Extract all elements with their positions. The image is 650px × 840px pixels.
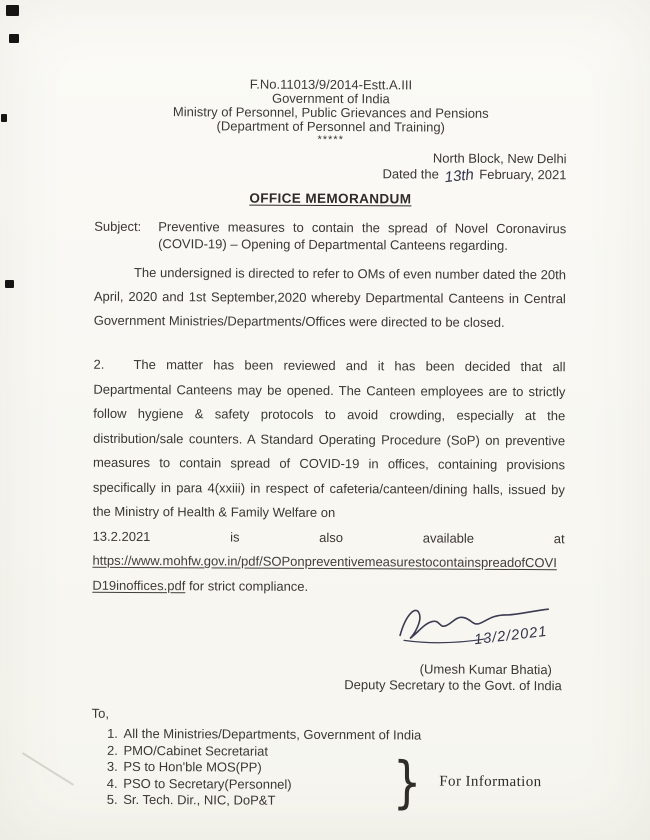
scan-streak [22, 752, 74, 785]
subject-label: Subject: [94, 218, 142, 235]
subject-block [94, 218, 566, 254]
handwritten-signature-date: 13/2/2021 [473, 623, 549, 649]
scan-artifact [9, 34, 19, 43]
date-line [94, 165, 567, 187]
recipient-item: 2. PMO/Cabinet Secretariat [121, 742, 563, 761]
link-suffix: for strict compliance. [188, 577, 309, 594]
document-title: OFFICE MEMORANDUM [249, 190, 412, 207]
handwritten-day: 13th [443, 166, 475, 187]
recipient-list [91, 725, 563, 816]
department-line: (Department of Personnel and Training) [216, 118, 445, 135]
place-line: North Block, New Delhi [432, 150, 567, 167]
paragraph-2-number: 2. [93, 356, 105, 372]
scan-artifact [1, 114, 7, 122]
link-line [92, 549, 564, 600]
file-number: F.No.11013/9/2014-Estt.A.III [249, 76, 413, 93]
date-prefix: Dated the [382, 166, 439, 182]
document-link[interactable]: https://www.mohfw.gov.in/pdf/SOPonpreventivemeasurestocontainspreadofCOVID19inoffices.pdf [92, 552, 557, 593]
subject-text: Preventive measures to contain the spread of Novel Coronavirus (COVID-19) – Opening of Departmental Canteens regarding. [158, 219, 567, 253]
scan-artifact [6, 5, 19, 16]
date-suffix: February, 2021 [479, 166, 567, 183]
recipient-item: 3. PS to Hon'ble MOS(PP) [121, 759, 563, 778]
letterhead [95, 77, 567, 147]
for-information-note: For Information [439, 773, 542, 791]
recipient-item: 1. All the Ministries/Departments, Government of India [122, 726, 564, 745]
document-content [91, 76, 567, 816]
paragraph-1: The undersigned is directed to refer to OMs of even number dated the 20th April, 2020 and 1st September,2020 whereby Departmental Canteens in Central Government Ministries/Departments/Offices were directed to be closed. [93, 264, 567, 330]
brace-icon: } [392, 750, 422, 816]
recipient-item: 5. Sr. Tech. Dir., NIC, DoP&T [121, 792, 563, 811]
star-separator: ***** [317, 133, 344, 147]
paragraph-2-stretch-line: 13.2.2021 is also available at [92, 528, 565, 546]
govt-line: Government of India [271, 90, 390, 107]
recipient-section [91, 725, 563, 816]
recipient-item: 4. PSO to Secretary(Personnel) [121, 775, 563, 794]
signature-area [92, 600, 564, 662]
signatory-name: (Umesh Kumar Bhatia) [419, 661, 552, 678]
paragraph-2 [93, 353, 566, 527]
dateline [94, 149, 567, 187]
ministry-line: Ministry of Personnel, Public Grievances and Pensions [172, 104, 489, 121]
paragraph-2-body: The matter has been reviewed and it has been decided that all Departmental Canteens may be opened. The Canteen employees are to strictly follow hygiene & safety protocols to avoid crowding, especially at the distribution/sale counters. A Standard Operating Procedure (SoP) on preventive measures to contain spread of COVID-19 in offices, containing provisions specifically in para 4(xxiii) in respect of cafeteria/canteen/dining halls, issued by the Ministry of Health & Family Welfare on [92, 356, 566, 521]
scan-artifact [5, 280, 14, 288]
signatory-designation: Deputy Secretary to the Govt. of India [344, 677, 562, 694]
to-label: To, [91, 705, 110, 721]
